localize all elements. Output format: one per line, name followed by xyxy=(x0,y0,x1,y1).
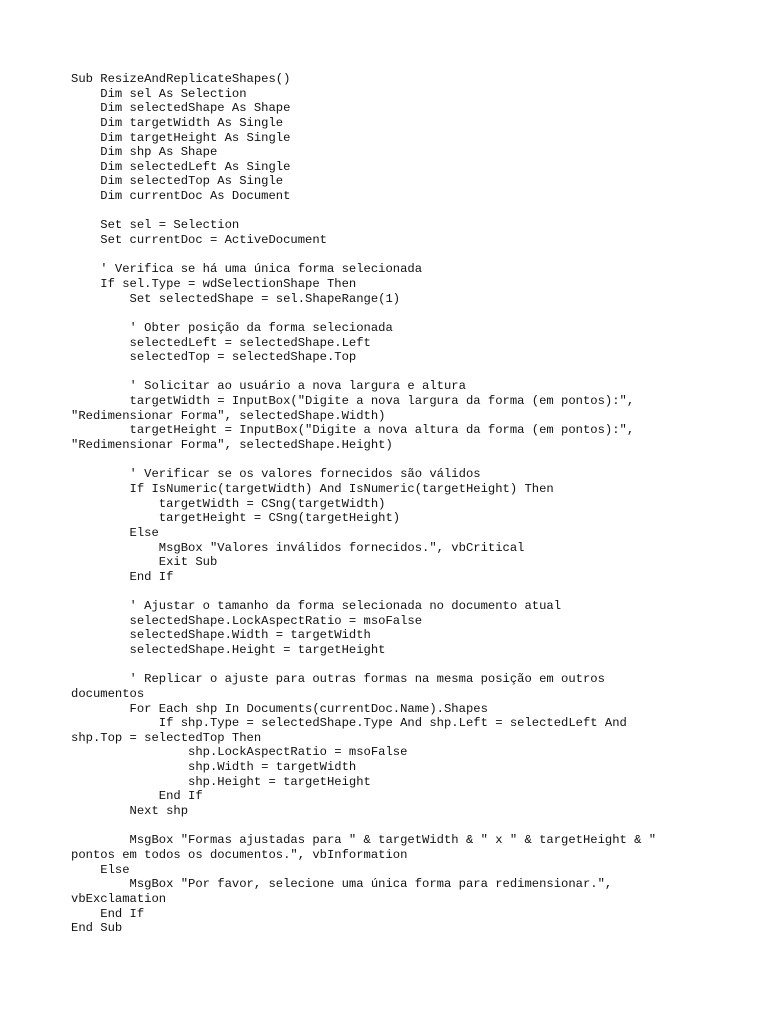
code-line: For Each shp In Documents(currentDoc.Name).Shapes xyxy=(71,701,488,716)
code-line xyxy=(71,204,721,219)
code-line: ' Solicitar ao usuário a nova largura e altura xyxy=(71,379,466,394)
code-line: selectedTop = selectedShape.Top xyxy=(71,350,357,365)
code-line: Else xyxy=(71,525,159,540)
code-line: Dim targetHeight As Single xyxy=(71,130,291,145)
code-line: Set sel = Selection xyxy=(71,218,240,233)
code-line: shp.Top = selectedTop Then xyxy=(71,730,262,745)
code-line xyxy=(71,306,721,321)
code-line: Else xyxy=(71,862,130,877)
code-line: Dim sel As Selection xyxy=(71,86,247,101)
code-line: targetWidth = CSng(targetWidth) xyxy=(71,496,386,511)
code-line: selectedShape.Height = targetHeight xyxy=(71,642,386,657)
code-line: shp.Height = targetHeight xyxy=(71,774,371,789)
code-line: "Redimensionar Forma", selectedShape.Height) xyxy=(71,438,393,453)
code-line: shp.Width = targetWidth xyxy=(71,760,357,775)
code-line: MsgBox "Formas ajustadas para " & targetWidth & " x " & targetHeight & " xyxy=(71,833,657,848)
code-line: ' Verifica se há uma única forma selecionada xyxy=(71,262,423,277)
code-line: Dim selectedTop As Single xyxy=(71,174,284,189)
code-line xyxy=(71,365,721,380)
code-line xyxy=(71,248,721,263)
code-line: End Sub xyxy=(71,921,123,936)
code-line xyxy=(71,819,721,834)
code-line: targetHeight = CSng(targetHeight) xyxy=(71,511,401,526)
code-line: vbExclamation xyxy=(71,891,167,906)
code-line xyxy=(71,584,721,599)
code-line: End If xyxy=(71,789,203,804)
code-line: ' Replicar o ajuste para outras formas na mesma posição em outros xyxy=(71,672,605,687)
code-line: If shp.Type = selectedShape.Type And shp.Left = selectedLeft And xyxy=(71,716,627,731)
code-line: Dim selectedLeft As Single xyxy=(71,159,291,174)
code-line: selectedLeft = selectedShape.Left xyxy=(71,335,371,350)
code-line: If sel.Type = wdSelectionShape Then xyxy=(71,276,357,291)
code-line: Set currentDoc = ActiveDocument xyxy=(71,233,327,248)
code-block xyxy=(71,72,721,936)
code-line: End If xyxy=(71,906,145,921)
code-line: MsgBox "Valores inválidos fornecidos.", vbCritical xyxy=(71,540,525,555)
code-line: pontos em todos os documentos.", vbInformation xyxy=(71,847,408,862)
code-line: Sub ResizeAndReplicateShapes() xyxy=(71,72,291,86)
code-line: Dim shp As Shape xyxy=(71,145,218,160)
code-line: ' Ajustar o tamanho da forma selecionada no documento atual xyxy=(71,599,562,614)
code-line: selectedShape.Width = targetWidth xyxy=(71,628,371,643)
code-line: targetWidth = InputBox("Digite a nova largura da forma (em pontos):", xyxy=(71,394,635,409)
code-line: ' Obter posição da forma selecionada xyxy=(71,320,393,335)
code-line xyxy=(71,453,721,468)
code-line: documentos xyxy=(71,686,145,701)
code-line: Dim currentDoc As Document xyxy=(71,189,291,204)
code-line: "Redimensionar Forma", selectedShape.Width) xyxy=(71,408,386,423)
code-line: shp.LockAspectRatio = msoFalse xyxy=(71,745,408,760)
code-line: ' Verificar se os valores fornecidos são válidos xyxy=(71,467,481,482)
code-line: MsgBox "Por favor, selecione uma única forma para redimensionar.", xyxy=(71,877,613,892)
code-line: targetHeight = InputBox("Digite a nova altura da forma (em pontos):", xyxy=(71,423,635,438)
code-line: Dim selectedShape As Shape xyxy=(71,101,291,116)
code-line: Exit Sub xyxy=(71,555,218,570)
code-line: Next shp xyxy=(71,804,189,819)
code-line: End If xyxy=(71,569,174,584)
code-line: selectedShape.LockAspectRatio = msoFalse xyxy=(71,613,423,628)
code-line: If IsNumeric(targetWidth) And IsNumeric(targetHeight) Then xyxy=(71,481,554,496)
code-line xyxy=(71,658,721,673)
code-line: Set selectedShape = sel.ShapeRange(1) xyxy=(71,291,401,306)
code-line: Dim targetWidth As Single xyxy=(71,115,284,130)
